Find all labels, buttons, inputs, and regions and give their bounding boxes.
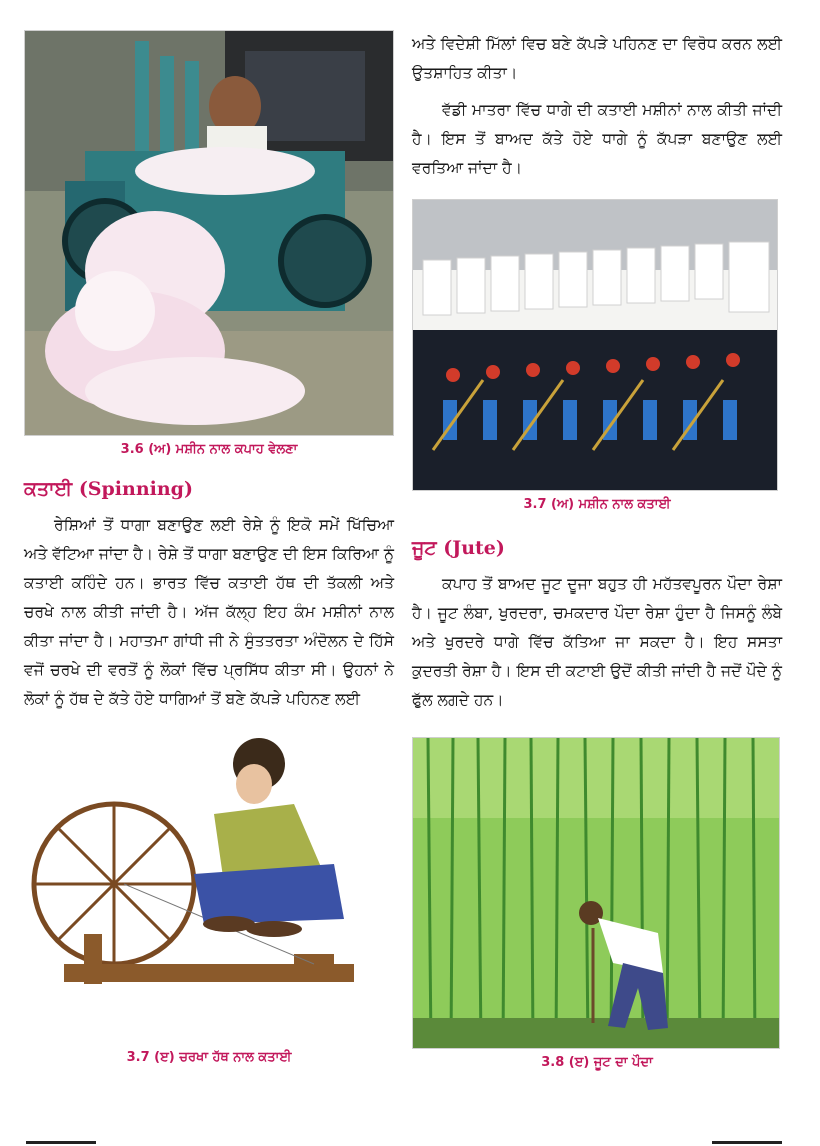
footer-rule-left (26, 1141, 96, 1144)
heading-english: (Jute) (443, 537, 505, 559)
left-column (24, 30, 394, 1065)
jute-plant-illustration (413, 738, 779, 1048)
section-heading-spinning (24, 475, 394, 503)
charkha-spinning-illustration (24, 734, 392, 1044)
charkha-illustration-wrap (24, 734, 392, 1044)
cotton-ginning-photo (24, 30, 394, 436)
heading-punjabi: ਕਤਾਈ (24, 478, 73, 500)
spinning-machine-photo (412, 199, 778, 491)
cotton-ginning-illustration (25, 31, 393, 435)
figure-caption-3-8: 3.8 (ੲ) ਜੂਟ ਦਾ ਪੌਦਾ (541, 1055, 653, 1070)
continuation-paragraph: ਅਤੇ ਵਿਦੇਸ਼ੀ ਮਿੱਲਾਂ ਵਿਚ ਬਣੇ ਕੱਪੜੇ ਪਹਿਨਣ ਦਾ ਵਿਰੋਧ ਕਰਨ ਲਈ ਉਤਸ਼ਾਹਿਤ ਕੀਤਾ। (412, 35, 782, 82)
right-column (412, 30, 782, 1070)
spinning-paragraph: ਰੇਸ਼ਿਆਂ ਤੋਂ ਧਾਗਾ ਬਣਾਉਣ ਲਈ ਰੇਸ਼ੇ ਨੂੰ ਇਕੋ ਸਮੇਂ ਖਿੱਚਿਆ ਅਤੇ ਵੱਟਿਆ ਜਾਂਦਾ ਹੈ। ਰੇਸ਼ੇ ਤੋਂ ਧਾਗਾ ਬਣਾਉਣ ਦੀ ਇਸ ਕਿਰਿਆ ਨੂੰ ਕਤਾਈ ਕਹਿੰਦੇ ਹਨ। ਭਾਰਤ ਵਿੱਚ ਕਤਾਈ ਹੱਥ ਦੀ ਤੱਕਲੀ ਅਤੇ ਚਰਖੇ ਨਾਲ ਕੀਤੀ ਜਾਂਦੀ ਹੈ। ਅੱਜ ਕੱਲ੍ਹ ਇਹ ਕੰਮ ਮਸ਼ੀਨਾਂ ਨਾਲ ਕੀਤਾ ਜਾਂਦਾ ਹੈ। ਮਹਾਤਮਾ ਗਾਂਧੀ ਜੀ ਨੇ ਸੁੰਤਤਰਤਾ ਅੰਦੋਲਨ ਦੇ ਹਿੱਸੇ ਵਜੋਂ ਚਰਖੇ ਦੀ ਵਰਤੋਂ ਨੂੰ ਲੋਕਾਂ ਵਿੱਚ ਪ੍ਰਸਿੱਧ ਕੀਤਾ ਸੀ। ਉਹਨਾਂ ਨੇ ਲੋਕਾਂ ਨੂੰ ਹੱਥ ਦੇ ਕੱਤੇ ਹੋਏ ਧਾਗਿਆਂ ਤੋਂ ਬਣੇ ਕੱਪੜੇ ਪਹਿਨਣ ਲਈ (24, 516, 394, 708)
footer-rule-right (712, 1141, 782, 1144)
jute-plant-photo (412, 737, 780, 1049)
figure-caption-3-7-machine: 3.7 (ਅ) ਮਸ਼ੀਨ ਨਾਲ ਕਤਾਈ (523, 497, 671, 512)
spinning-machine-illustration (413, 200, 777, 490)
figure-caption-3-6: 3.6 (ਅ) ਮਸ਼ੀਨ ਨਾਲ ਕਪਾਹ ਵੇਲਣਾ (120, 442, 298, 457)
heading-english: (Spinning) (78, 478, 193, 500)
figure-caption-3-7-charkha: 3.7 (ੲ) ਚਰਖਾ ਹੱਥ ਨਾਲ ਕਤਾਈ (126, 1050, 292, 1065)
heading-punjabi: ਜੂਟ (412, 537, 437, 559)
section-heading-jute (412, 534, 782, 562)
jute-paragraph: ਕਪਾਹ ਤੋਂ ਬਾਅਦ ਜੂਟ ਦੂਜਾ ਬਹੁਤ ਹੀ ਮਹੱਤਵਪੂਰਨ ਪੌਦਾ ਰੇਸ਼ਾ ਹੈ। ਜੂਟ ਲੰਬਾ, ਖੁਰਦਰਾ, ਚਮਕਦਾਰ ਪੌਦਾ ਰੇਸ਼ਾ ਹੁੰਦਾ ਹੈ ਜਿਸਨੂੰ ਲੰਬੇ ਅਤੇ ਖੁਰਦਰੇ ਧਾਗੇ ਵਿੱਚ ਕੱਤਿਆ ਜਾ ਸਕਦਾ ਹੈ। ਇਹ ਸਸਤਾ ਕੁਦਰਤੀ ਰੇਸ਼ਾ ਹੈ। ਇਸ ਦੀ ਕਟਾਈ ਉਦੋਂ ਕੀਤੀ ਜਾਂਦੀ ਹੈ ਜਦੋਂ ਪੌਦੇ ਨੂੰ ਫੁੱਲ ਲਗਦੇ ਹਨ। (412, 575, 782, 709)
machine-spinning-paragraph: ਵੱਡੀ ਮਾਤਰਾ ਵਿੱਚ ਧਾਗੇ ਦੀ ਕਤਾਈ ਮਸ਼ੀਨਾਂ ਨਾਲ ਕੀਤੀ ਜਾਂਦੀ ਹੈ। ਇਸ ਤੋਂ ਬਾਅਦ ਕੱਤੇ ਹੋਏ ਧਾਗੇ ਨੂੰ ਕੱਪੜਾ ਬਣਾਉਣ ਲਈ ਵਰਤਿਆ ਜਾਂਦਾ ਹੈ। (412, 101, 782, 177)
